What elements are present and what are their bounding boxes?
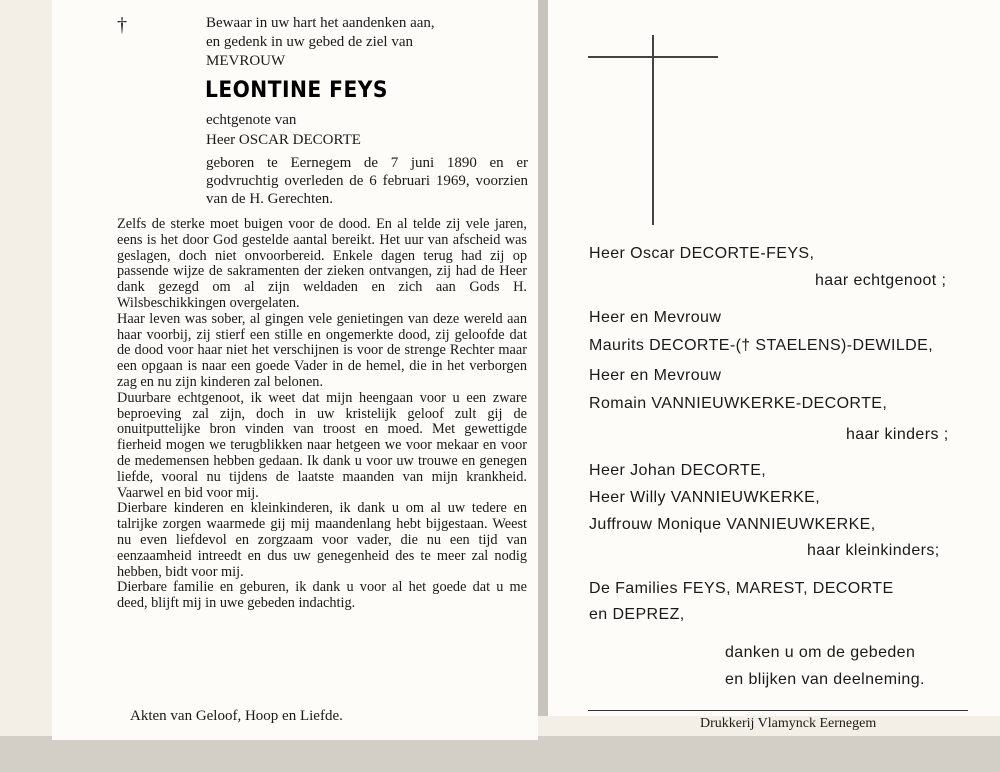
- family-line: Heer en Mevrouw: [589, 309, 722, 326]
- family-line: Romain VANNIEUWKERKE-DECORTE,: [589, 395, 888, 412]
- family-line: De Families FEYS, MAREST, DECORTE: [589, 580, 894, 597]
- intro-line: Bewaar in uw hart het aandenken aan,: [206, 15, 435, 31]
- intro-line: MEVROUW: [206, 53, 286, 69]
- relation-label: haar echtgenoot ;: [815, 272, 947, 289]
- spouse-label: echtgenote van: [206, 112, 297, 128]
- small-cross-icon: †: [117, 14, 127, 36]
- card-fold: [538, 0, 548, 716]
- spouse-name: Heer OSCAR DECORTE: [206, 132, 361, 148]
- family-line: en DEPREZ,: [589, 606, 685, 623]
- memorial-text: [117, 217, 527, 612]
- family-line: Heer Willy VANNIEUWKERKE,: [589, 489, 821, 506]
- divider: [588, 710, 968, 711]
- relation-label: haar kleinkinders;: [807, 542, 940, 559]
- paragraph: Duurbare echtgenoot, ik weet dat mijn heengaan voor u een zware beproeving zal zijn, doch in uw kristelijk geloof zult gij de onuitputtelijke bron vinden van troost en moed. Met gewettigde fierheid mogen we terugblikken naar hetgeen we voor mekaar en voor de medemensen hebben gedaan. Ik dank u voor uw trouwe en genegen liefde, vooral nu tijdens de laatste maanden van mijn krankheid. Vaarwel en bid voor mij.: [117, 389, 527, 501]
- closing-prayer: Akten van Geloof, Hoop en Liefde.: [130, 708, 343, 724]
- cross-icon-horizontal: [588, 56, 718, 58]
- background-shadow: [0, 736, 1000, 772]
- family-line: Maurits DECORTE-(† STAELENS)-DEWILDE,: [589, 337, 934, 354]
- intro-text: [206, 14, 528, 71]
- family-line: Heer Johan DECORTE,: [589, 462, 767, 479]
- relation-label: haar kinders ;: [846, 426, 949, 443]
- paragraph: Haar leven was sober, al gingen vele genietingen van deze wereld aan haar voorbij, zij stierf een stille en ongemerkte dood, zij geloofde dat de dood voor haar niet het verschijnen is voor de strenge Rechter maar een opgaan is naar een goede Vader in de hemel, die in het verborgen zag en nu zijn kinderen zal belonen.: [117, 310, 527, 390]
- birth-death-text: geboren te Eernegem de 7 juni 1890 en er godvruchtig overleden de 6 februari 1969, voorzien van de H. Gerechten.: [206, 155, 528, 207]
- family-line: Heer Oscar DECORTE-FEYS,: [589, 245, 815, 262]
- deceased-name: LEONTINE FEYS: [205, 78, 388, 103]
- printer-credit: Drukkerij Vlamynck Eernegem: [700, 716, 877, 731]
- paragraph: Dierbare familie en geburen, ik dank u voor al het goede dat u me deed, blijft mij in uwe gebeden indachtig.: [117, 579, 527, 612]
- thanks-line: danken u om de gebeden: [725, 644, 916, 661]
- paragraph: Dierbare kinderen en kleinkinderen, ik dank u om al uw tedere en talrijke zorgen waarmede gij mij maandenlang hebt bijgestaan. Weest nu even liefdevol en zorgzaam voor vader, die nu een tijd van eenzaamheid intreedt en dus uw genegenheid des te meer zal nodig hebben, bidt voor mij.: [117, 500, 527, 580]
- thanks-line: en blijken van deelneming.: [725, 671, 925, 688]
- intro-line: en gedenk in uw gebed de ziel van: [206, 34, 414, 50]
- family-line: Heer en Mevrouw: [589, 367, 722, 384]
- paragraph: Zelfs de sterke moet buigen voor de dood. En al telde zij vele jaren, eens is het door God gestelde aantal bereikt. Het uur van afscheid was geslagen, doch niet onvoorbereid. Enkele dagen terug had zij op passende wijze de sakramenten der zieken ontvangen, zij had de Heer dank gezegd om al zijn weldaden en zich aan Gods H. Wilsbeschikkingen overgelaten.: [117, 216, 527, 311]
- cross-icon-vertical: [652, 35, 654, 225]
- family-line: Juffrouw Monique VANNIEUWKERKE,: [589, 516, 876, 533]
